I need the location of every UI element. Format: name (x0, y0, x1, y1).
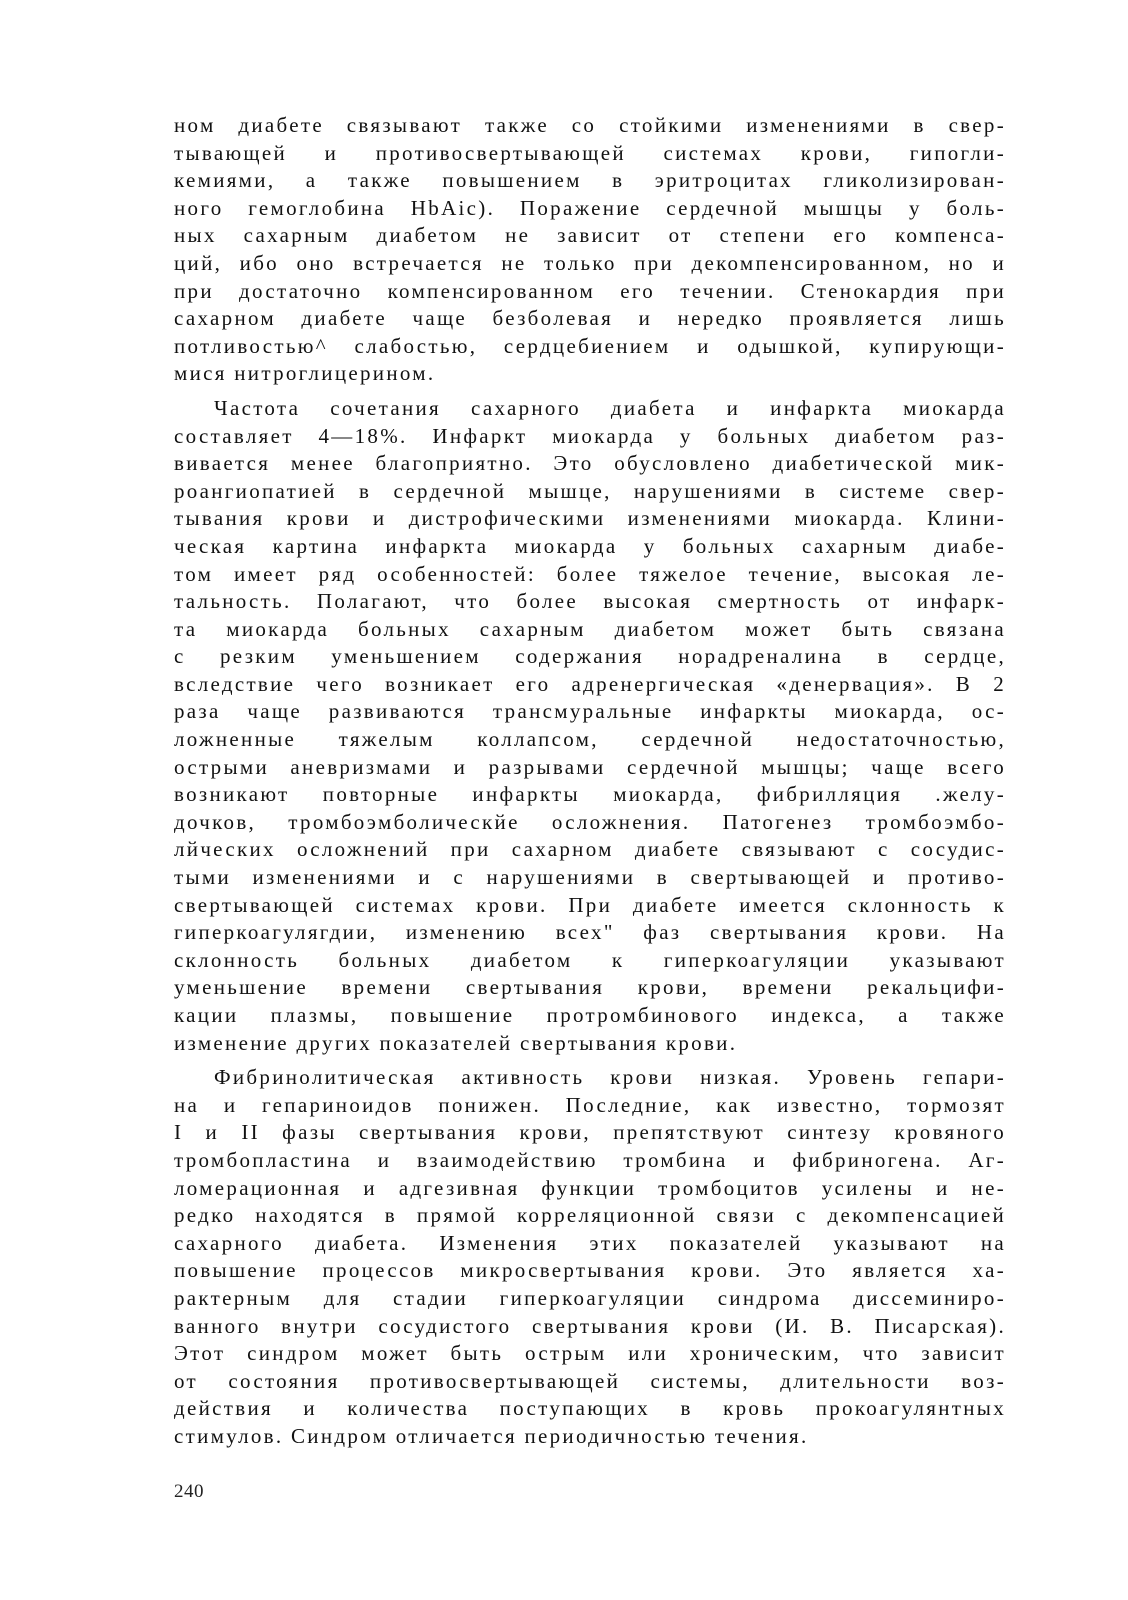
text-line: ломерационная и адгезивная функции тромбоцитов усилены и не- (174, 1175, 1006, 1200)
text-line: Частота сочетания сахарного диабета и инфаркта миокарда (214, 395, 1006, 420)
text-line: ложненные тяжелым коллапсом, сердечной недостаточностью, (174, 727, 1006, 752)
text-line: ных сахарным диабетом не зависит от степени его компенса- (174, 223, 1006, 248)
text-line: сахарного диабета. Изменения этих показателей указывают на (174, 1230, 1006, 1255)
text-line: том имеет ряд особенностей: более тяжелое течение, высокая ле- (174, 561, 1006, 586)
text-line: ческая картина инфаркта миокарда у больных сахарным диабе- (174, 533, 1006, 558)
text-line: вследствие чего возникает его адренергическая «денервация». В 2 (174, 671, 1006, 696)
text-line: склонность больных диабетом к гиперкоагуляции указывают (174, 947, 1006, 972)
text-line: сахарном диабете чаще безболевая и нередко проявляется лишь (174, 306, 1006, 331)
text-line: дочков, тромбоэмболическйе осложнения. Патогенез тромбоэмбо- (174, 809, 1006, 834)
text-line: действия и количества поступающих в кровь прокоагулянтных (174, 1396, 1006, 1421)
text-line: раза чаще развиваются трансмуральные инфаркты миокарда, ос- (174, 699, 1006, 724)
text-line: гиперкоагулягдии, изменению всех" фаз свертывания крови. На (174, 920, 1006, 945)
text-line: тыми изменениями и с нарушениями в свертывающей и противо- (174, 865, 1006, 890)
text-line: редко находятся в прямой корреляционной связи с декомпенсацией (174, 1203, 1006, 1228)
text-line: I и II фазы свертывания крови, препятствуют синтезу кровяного (174, 1120, 1006, 1145)
text-line: ного гемоглобина HbAic). Поражение сердечной мышцы у боль- (174, 195, 1006, 220)
text-line: ванного внутри сосудистого свертывания крови (И. В. Писарская). (174, 1313, 1006, 1338)
text-line: тальность. Полагают, что более высокая смертность от инфарк- (174, 589, 1006, 614)
text-line: возникают повторные инфаркты миокарда, фибрилляция .желу- (174, 782, 1006, 807)
text-line: свертывающей системах крови. При диабете имеется склонность к (174, 892, 1006, 917)
text-line: с резким уменьшением содержания норадреналина в сердце, (174, 644, 1006, 669)
text-line: на и гепариноидов понижен. Последние, как известно, тормозят (174, 1092, 1006, 1117)
paragraph-3 (174, 1064, 1006, 1450)
paragraph-1 (174, 112, 1006, 388)
text-line: стимулов. Синдром отличается периодичностью течения. (174, 1423, 809, 1448)
text-line: тромбопластина и взаимодействию тромбина и фибриногена. Аг- (174, 1147, 1006, 1172)
text-line: при достаточно компенсированном его течении. Стенокардия при (174, 278, 1006, 303)
text-line: кации плазмы, повышение протромбинового индекса, а также (174, 1003, 1006, 1027)
text-line: изменение других показателей свертывания крови. (174, 1030, 738, 1055)
text-line: вивается менее благоприятно. Это обусловлено диабетической мик- (174, 451, 1006, 476)
text-line: та миокарда больных сахарным диабетом может быть связана (174, 616, 1006, 641)
text-line: составляет 4—18%. Инфаркт миокарда у больных диабетом раз- (174, 423, 1006, 448)
text-line: острыми аневризмами и разрывами сердечной мышцы; чаще всего (174, 754, 1006, 779)
text-line: ном диабете связывают также со стойкими изменениями в свер- (174, 113, 1006, 137)
document-page (174, 112, 1006, 1451)
text-line: Этот синдром может быть острым или хроническим, что зависит (174, 1341, 1006, 1366)
text-line: от состояния противосвертывающей системы, длительности воз- (174, 1368, 1006, 1393)
text-line: Фибринолитическая активность крови низкая. Уровень гепари- (214, 1065, 1006, 1090)
text-line: тывания крови и дистрофическими изменениями миокарда. Клини- (174, 506, 1006, 531)
text-line: лйческих осложнений при сахарном диабете связывают с сосудис- (174, 837, 1006, 862)
text-line: ций, ибо оно встречается не только при декомпенсированном, но и (174, 250, 1006, 275)
page-number: 240 (174, 1481, 204, 1502)
text-line: роангиопатией в сердечной мышце, нарушениями в системе свер- (174, 478, 1006, 503)
text-line: мися нитроглицерином. (174, 361, 436, 386)
text-line: уменьшение времени свертывания крови, времени рекальцифи- (174, 975, 1006, 1000)
text-line: потливостью^ слабостью, сердцебиением и одышкой, купирующи- (174, 333, 1006, 358)
text-line: рактерным для стадии гиперкоагуляции синдрома диссеминиро- (174, 1285, 1006, 1310)
paragraph-2 (174, 395, 1006, 1057)
text-line: тывающей и противосвертывающей системах крови, гипогли- (174, 140, 1006, 165)
text-line: повышение процессов микросвертывания крови. Это является ха- (174, 1258, 1006, 1283)
text-line: кемиями, а также повышением в эритроцитах гликолизирован- (174, 168, 1006, 193)
